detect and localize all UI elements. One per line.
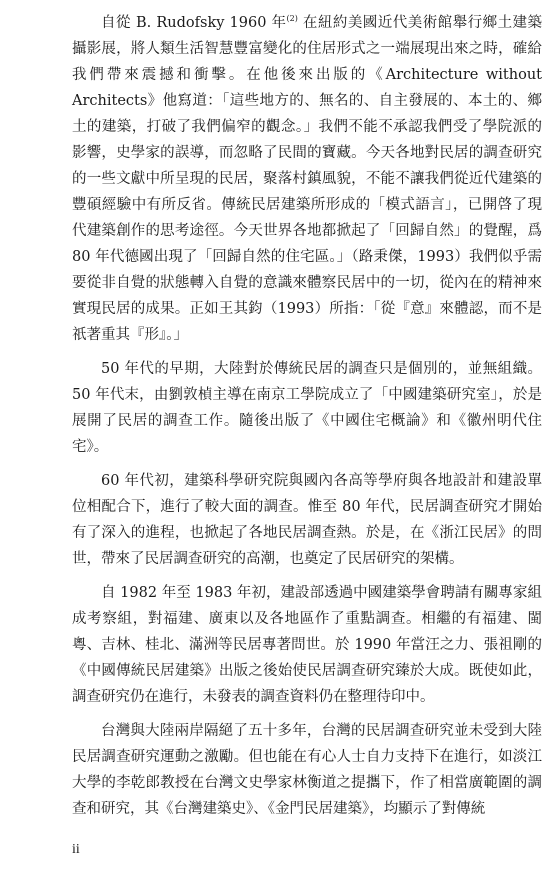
footnote-marker[interactable]: (2) — [286, 14, 298, 24]
paragraph-1-lead: 自從 B. Rudofsky 1960 年 — [101, 15, 287, 31]
paragraph-1-rest: 在紐約美國近代美術館舉行鄉土建築攝影展，將人類生活智慧豐富變化的住居形式之一端展現出來之時，確給我們帶來震撼和衝擊。在他後來出版的《Architecture without Architects》他寫道：「這些地方的、無名的、自主發展的、本土的、鄉土的建築，打破了我們偏窄的觀念。」我們不能不承認我們受了學院派的影響，史學家的誤導，而忽略了民間的寶藏。今天各地對民居的調查研究的一些文獻中所呈現的民居，聚落村鎮風貌，不能不讓我們從近代建築的豐碩經驗中有所反省。傳統民居建築所形成的「模式語言」，已開啓了現代建築創作的思考途徑。今天世界各地都掀起了「回歸自然」的覺醒，爲 80 年代德國出現了「回歸自然的住宅區。」（路秉傑，1993）我們似乎需要從非自覺的狀態轉入自覺的意識來體察民居中的一切，從內在的精神來實現民居的成果。正如王其鈞（1993）所指：「從『意』來體認，而不是祇著重其『形』。」 — [72, 15, 543, 343]
page-body — [72, 10, 542, 830]
paragraph-2: 50 年代的早期，大陸對於傳統民居的調查只是個別的，並無組織。50 年代末，由劉敦楨主導在南京工學院成立了「中國建築研究室」，於是展開了民居的調查工作。隨後出版了《中國住宅概論》和《徽州明代住宅》。 — [72, 361, 542, 455]
paragraph-4: 自 1982 年至 1983 年初，建設部透過中國建築學會聘請有關專家組成考察組，對福建、廣東以及各地區作了重點調查。相繼的有福建、閩粵、吉林、桂北、滿洲等民居專著問世。於 1990 年當汪之力、張祖剛的《中國傳統民居建築》出版之後始使民居調查研究臻於大成。既使如此，調查研究仍在進行，未發表的調查資料仍在整理待印中。 — [72, 585, 542, 705]
paragraph-5: 台灣與大陸兩岸隔絕了五十多年，台灣的民居調查研究並未受到大陸民居調查研究運動之激勵。但也能在有心人士自力支持下在進行，如淡江大學的李乾郎教授在台灣文史學家林衡道之提攜下，作了相當廣範圍的調查和研究，其《台灣建築史》、《金門民居建築》，均顯示了對傳統 — [72, 723, 542, 817]
paragraph-3: 60 年代初，建築科學研究院與國內各高等學府與各地設計和建設單位相配合下，進行了較大面的調查。惟至 80 年代，民居調查研究才開始有了深入的進程，也掀起了各地民居調查熱。於是，在《浙江民居》的問世，帶來了民居調查研究的高潮，也奠定了民居研究的架構。 — [72, 473, 542, 567]
paragraph-1 — [72, 10, 542, 348]
page-number: ii — [72, 842, 80, 857]
